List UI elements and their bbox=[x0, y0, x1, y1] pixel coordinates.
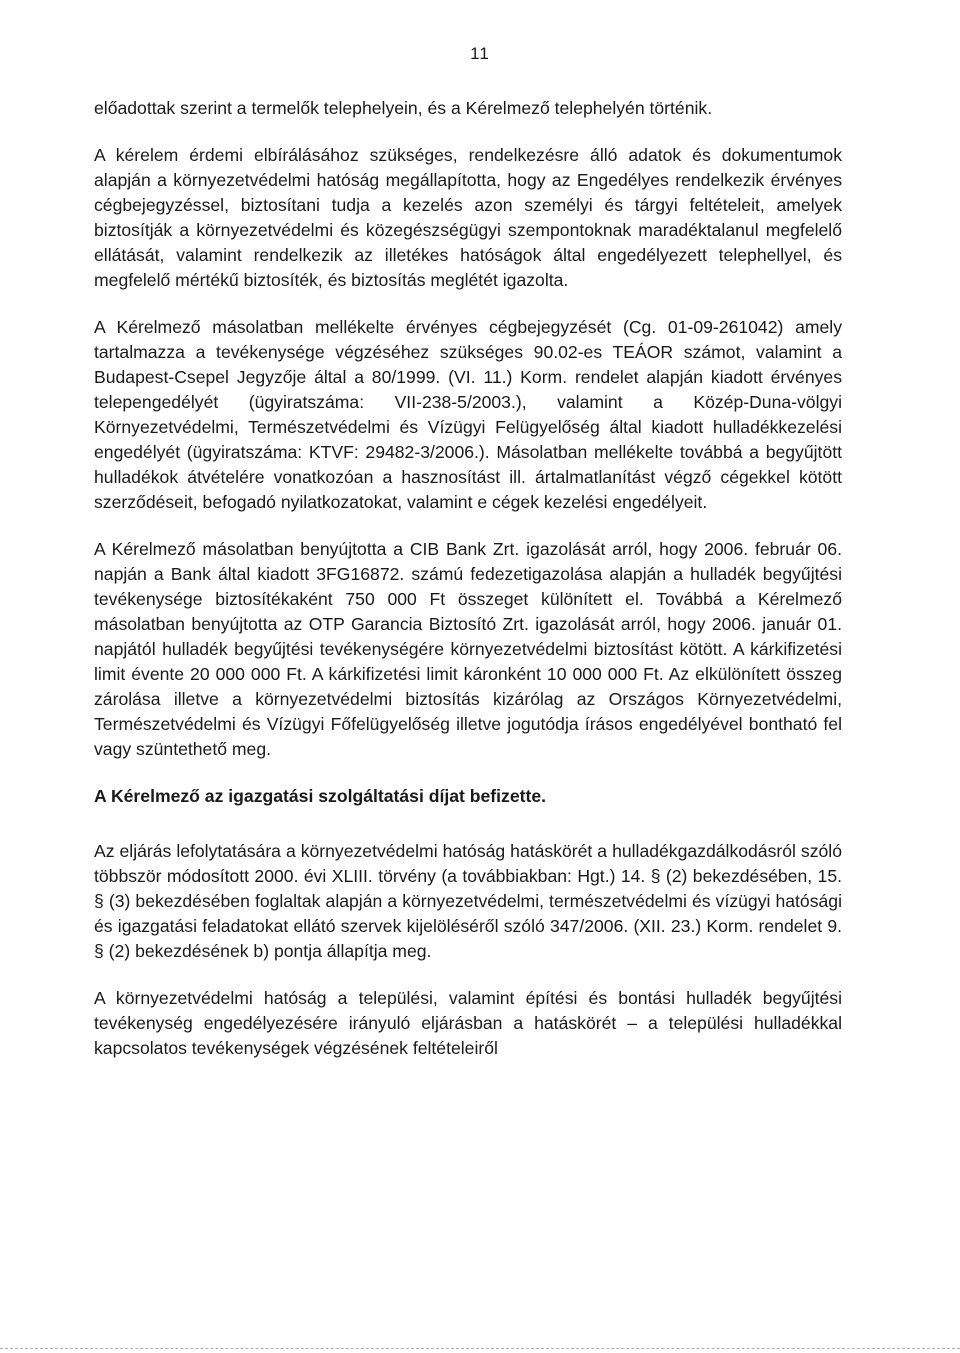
document-body bbox=[94, 96, 842, 1061]
paragraph-municipal-waste: A környezetvédelmi hatóság a települési, valamint építési és bontási hulladék begyűjtési tevékenység engedélyezésére irányuló eljárásban a hatáskörét – a települési hulladékkal kapcsolatos tevékenységek végzésének feltételeiről bbox=[94, 988, 842, 1058]
page-number: 11 bbox=[470, 44, 490, 63]
paragraph-authority-findings: A kérelem érdemi elbírálásához szükséges, rendelkezésre álló adatok és dokumentumok alapján a környezetvédelmi hatóság megállapította, hogy az Engedélyes rendelkezik érvényes cégbejegyzéssel, biztosítani tudja a kezelés azon személyi és tárgyi feltételeit, amelyek biztosítják a környezetvédelmi és közegészségügyi szempontoknak maradéktalanul megfelelő ellátását, valamint rendelkezik az illetékes hatóságok által engedélyezett telephellyel, és megfelelő mértékű biztosíték, és biztosítás meglétét igazolta. bbox=[94, 145, 842, 290]
paragraph-continuation: előadottak szerint a termelők telephelyein, és a Kérelmező telephelyén történik. bbox=[94, 98, 713, 118]
section-heading-fee-paid: A Kérelmező az igazgatási szolgáltatási díjat befizette. bbox=[94, 786, 547, 806]
paragraph-bank-guarantee: A Kérelmező másolatban benyújtotta a CIB Bank Zrt. igazolását arról, hogy 2006. február 06. napján a Bank által kiadott 3FG16872. számú fedezetigazolása alapján a hulladék begyűjtési tevékenysége biztosítékaként 750 000 Ft összeget különített el. Továbbá a Kérelmező másolatban benyújtotta az OTP Garancia Biztosító Zrt. igazolását arról, hogy 2006. január 01. napjától hulladék begyűjtési tevékenységére környezetvédelmi biztosítást kötött. A kárkifizetési limit évente 20 000 000 Ft. A kárkifizetési limit káronként 10 000 000 Ft. Az elkülönített összeg zárolása illetve a környezetvédelmi biztosítás kizárólag az Országos Környezetvédelmi, Természetvédelmi és Vízügyi Főfelügyelőség illetve jogutódja írásos engedélyével bontható fel vagy szüntethető meg. bbox=[94, 539, 842, 759]
page-bottom-divider bbox=[0, 1348, 960, 1349]
paragraph-jurisdiction: Az eljárás lefolytatására a környezetvédelmi hatóság hatáskörét a hulladékgazdálkodásról szóló többször módosított 2000. évi XLIII. törvény (a továbbiakban: Hgt.) 14. § (2) bekezdésében, 15. § (3) bekezdésében foglaltak alapján a környezetvédelmi, természetvédelmi és vízügyi hatósági és igazgatási feladatokat ellátó szervek kijelöléséről szóló 347/2006. (XII. 23.) Korm. rendelet 9. § (2) bekezdésének b) pontja állapítja meg. bbox=[94, 841, 842, 961]
paragraph-company-registration: A Kérelmező másolatban mellékelte érvényes cégbejegyzését (Cg. 01-09-261042) amely tartalmazza a tevékenysége végzéséhez szükséges 90.02-es TEÁOR számot, valamint a Budapest-Csepel Jegyzője által a 80/1999. (VI. 11.) Korm. rendelet alapján kiadott érvényes telepengedélyét (ügyiratszáma: VII-238-5/2003.), valamint a Közép-Duna-völgyi Környezetvédelmi, Természetvédelmi és Vízügyi Felügyelőség által kiadott hulladékkezelési engedélyét (ügyiratszáma: KTVF: 29482-3/2006.). Másolatban mellékelte továbbá a begyűjtött hulladékok átvételére vonatkozóan a hasznosítást ill. ártalmatlanítást végző cégekkel kötött szerződéseit, befogadó nyilatkozatokat, valamint e cégek kezelési engedélyeit. bbox=[94, 317, 842, 512]
